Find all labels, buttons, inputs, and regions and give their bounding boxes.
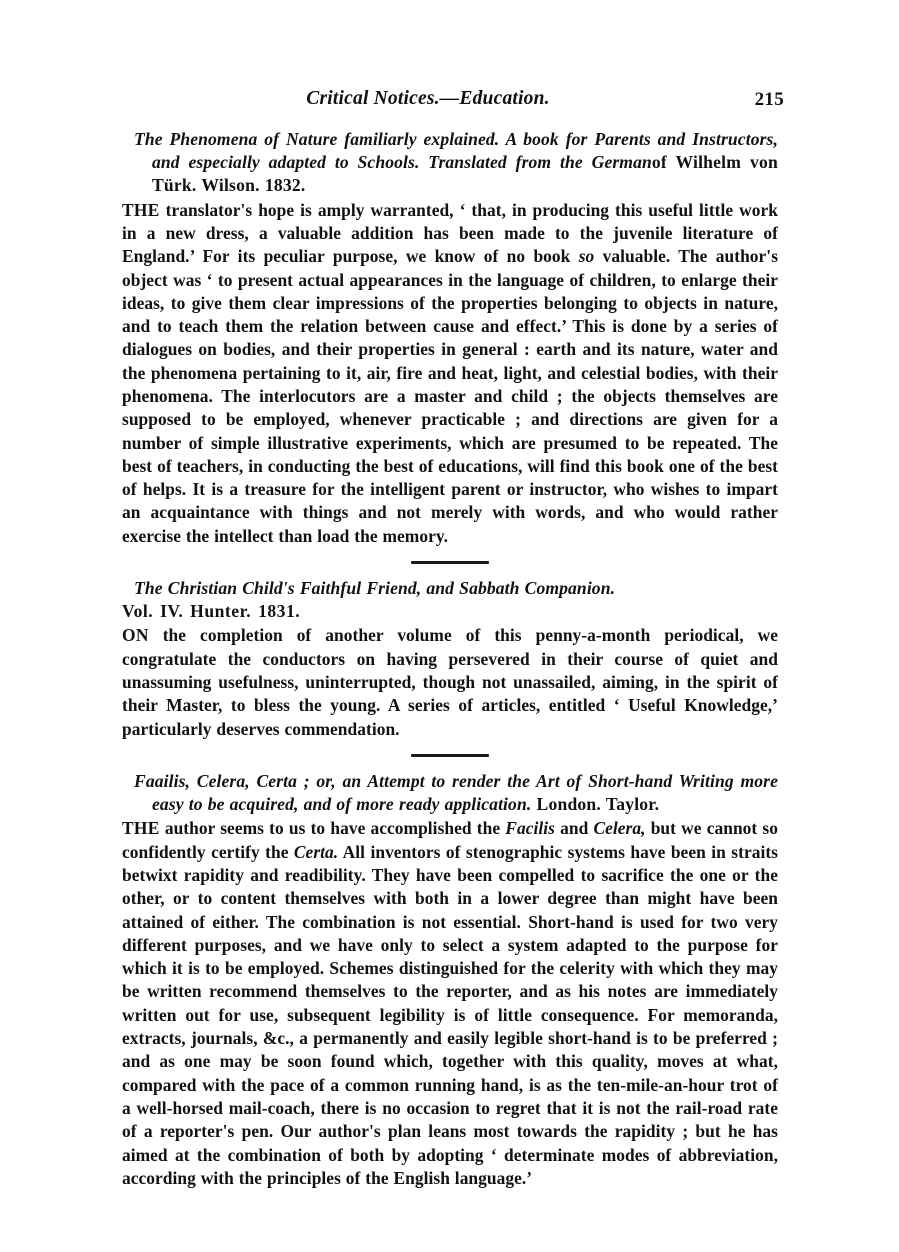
paragraph-opener: ON — [122, 625, 149, 646]
article-title — [122, 577, 778, 600]
running-head — [118, 88, 784, 114]
text-column — [122, 128, 778, 1190]
body-text-part-1: translator's hope is amply warranted, ‘ that, in producing this useful little work in a new dress, a valuable addition has been made to the juvenile literature of England.’ For its peculiar purpose, we know of no book — [122, 199, 778, 267]
body-text-part-2: and — [554, 818, 594, 839]
article-body — [122, 199, 778, 548]
article-title-italic: Faailis, Celera, Certa ; or, an Attempt to render the Art of Short-hand Writing more easy to be acquired, and of more ready application. — [134, 770, 778, 815]
article-christian-childs-faithful-friend — [122, 577, 778, 741]
article-title-italic: The Christian Child's Faithful Friend, and Sabbath Companion. — [134, 578, 616, 599]
body-emphasis-facilis: Facilis — [505, 818, 555, 839]
paragraph-opener: THE — [122, 818, 160, 839]
section-divider — [411, 561, 489, 564]
body-text: the completion of another volume of this penny-a-month periodical, we congratulate the conductors on having persevered in their course of quiet and unassuming usefulness, uninterrupted, though not unassailed, aiming, in the spirit of their Master, to bless the young. A series of articles, entitled ‘ Useful Knowledge,’ particularly deserves commendation. — [122, 625, 778, 739]
article-title-volume-imprint: Vol. IV. Hunter. 1831. — [122, 601, 301, 622]
body-emphasis-certa: Certa. — [293, 841, 339, 862]
article-facilis-celera-certa — [122, 770, 778, 1190]
article-body — [122, 817, 778, 1190]
body-text-part-1: author seems to us to have accomplished the — [159, 818, 506, 839]
body-emphasis-so: so — [578, 246, 595, 267]
body-text-part-4: All inventors of stenographic systems have been in straits betwixt rapidity and readibility. They have been compelled to sacrifice the one or the other, or to content themselves with both in a lower degree than might have been attained of either. The combination is not essential. Short-hand is used for two very different purposes, and we have only to select a system adapted to the purpose for which it is to be employed. Schemes distinguished for the celerity with which they may be written recommend themselves to the reporter, and as his notes are immediately written out for use, subsequent legibility is of little consequence. For memoranda, extracts, journals, &c., a permanently and easily legible short-hand is to be preferred ; and as one may be soon found which, together with this quality, moves at what, compared with the pace of a common running hand, is as the ten-mile-an-hour trot of a well-horsed mail-coach, there is no occasion to regret that it is not the rail-road rate of a reporter's pen. Our author's plan leans most towards the rapidity ; but he has aimed at the combination of both by adopting ‘ determinate modes of abbreviation, according with the principles of the English language.’ — [122, 841, 778, 1188]
article-title-imprint: London. Taylor. — [531, 794, 660, 815]
article-phenomena-of-nature — [122, 128, 778, 548]
article-title — [122, 128, 778, 198]
paragraph-opener: THE — [122, 199, 160, 220]
article-title — [122, 770, 778, 816]
article-body — [122, 624, 778, 740]
body-emphasis-celera: Celera, — [593, 818, 646, 839]
body-text-part-3: but we cannot so confidently certify the — [122, 818, 778, 862]
section-divider — [411, 754, 489, 757]
page-number: 215 — [754, 89, 784, 110]
running-head-title: Critical Notices.—Education. — [306, 88, 550, 109]
body-text-part-2: valuable. The author's object was ‘ to present actual appearances in the language of children, to enlarge their ideas, to give them clear impressions of the properties belonging to objects in nature, and to teach them the relation between cause and effect.’ This is done by a series of dialogues on bodies, and their properties in general : earth and its nature, water and the phenomena pertaining to it, air, fire and heat, light, and celestial bodies, with their phenomena. The interlocutors are a master and child ; the objects themselves are supposed to be employed, whenever practicable ; and directions are given for a number of simple illustrative experiments, which are presumed to be repeated. The best of teachers, in conducting the best of educations, will find this book one of the best of helps. It is a treasure for the intelligent parent or instructor, who wishes to impart an acquaintance with things and not merely with words, and who would rather exercise the intellect than load the memory. — [122, 246, 779, 546]
article-title-italic: The Phenomena of Nature familiarly explained. A book for Parents and Instructors, and especially adapted to Schools. Translated from the German — [134, 129, 778, 173]
article-title-imprint: of Wilhelm von Türk. Wilson. 1832. — [152, 152, 779, 196]
